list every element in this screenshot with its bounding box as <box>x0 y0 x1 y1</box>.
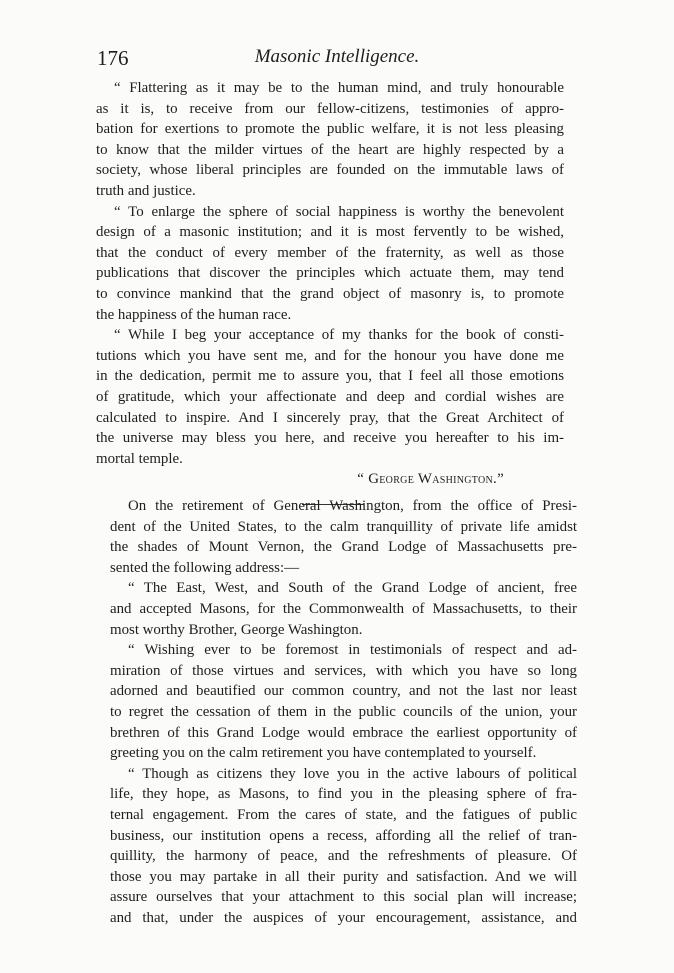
text-line: truth and justice. <box>96 182 196 199</box>
text-line: as it is, to receive from our fellow-citizens, testimonies of appro- <box>96 100 564 117</box>
letter-text <box>96 78 564 524</box>
address-text <box>110 496 577 928</box>
text-line: business, our institution opens a recess, affording all the relief of tran- <box>110 827 577 844</box>
text-line: publications that discover the principles which actuate them, may tend <box>96 265 564 282</box>
text-line: greeting you on the calm retirement you have contemplated to yourself. <box>110 745 537 762</box>
text-line: “ To enlarge the sphere of social happiness is worthy the benevolent <box>114 203 564 220</box>
text-line: that the conduct of every member of the fraternity, as well as those <box>96 244 564 261</box>
text-line: bation for exertions to promote the public welfare, it is not less pleasing <box>96 121 564 138</box>
text-line: mortal temple. <box>96 450 183 467</box>
text-line: society, whose liberal principles are founded on the immutable laws of <box>96 162 564 179</box>
text-line: sented the following address:— <box>110 559 299 576</box>
text-line: the shades of Mount Vernon, the Grand Lodge of Massachusetts pre- <box>110 539 577 556</box>
text-line: ternal engagement. From the cares of state, and the fatigues of public <box>110 806 577 823</box>
text-line: adorned and beautified our common country, and not the last nor least <box>110 683 577 700</box>
text-line: calculated to inspire. And I sincerely pray, that the Great Architect of <box>96 409 564 426</box>
text-line: to know that the milder virtues of the heart are highly respected by a <box>96 141 564 158</box>
text-line: to regret the cessation of them in the public councils of the union, your <box>110 703 577 720</box>
text-line: tutions which you have sent me, and for the honour you have done me <box>96 347 564 364</box>
text-line: design of a masonic institution; and it is most fervently to be wished, <box>96 224 564 241</box>
signature: “ George Washington.” <box>357 471 504 488</box>
text-line: and that, under the auspices of your encouragement, assistance, and <box>110 909 577 926</box>
page-number: 176 <box>97 46 129 70</box>
text-line: and accepted Masons, for the Commonwealth of Massachusetts, to their <box>110 600 577 617</box>
text-line: “ While I beg your acceptance of my thanks for the book of consti- <box>114 327 564 344</box>
text-line: life, they hope, as Masons, to find you in the pleasing sphere of fra- <box>110 786 577 803</box>
text-line: in the dedication, permit me to assure you, that I feel all those emotions <box>96 368 564 385</box>
text-line: “ Though as citizens they love you in the active labours of political <box>128 765 577 782</box>
text-line: assure ourselves that your attachment to this social plan will increase; <box>110 889 577 906</box>
text-line: of gratitude, which your affectionate and deep and cordial wishes are <box>96 388 564 405</box>
text-line: On the retirement of General Washington, from the office of Presi- <box>128 498 577 514</box>
text-line: “ The East, West, and South of the Grand Lodge of ancient, free <box>128 580 577 597</box>
text-line: the happiness of the human race. <box>96 306 292 323</box>
text-line: “ Flattering as it may be to the human mind, and truly honourable <box>114 80 564 96</box>
text-line: miration of those virtues and services, with which you have so long <box>110 662 577 679</box>
text-line: the universe may bless you here, and receive you hereafter to his im- <box>96 430 564 447</box>
text-line: most worthy Brother, George Washington. <box>110 621 363 638</box>
text-line: quillity, the harmony of peace, and the refreshments of pleasure. Of <box>110 848 577 865</box>
running-head: Masonic Intelligence. <box>254 46 420 67</box>
page-header <box>97 46 577 72</box>
text-line: “ Wishing ever to be foremost in testimonials of respect and ad- <box>128 642 577 659</box>
text-line: those you may partake in all their purity and satisfaction. And we will <box>110 868 577 885</box>
text-line: to convince mankind that the grand object of masonry is, to promote <box>96 285 564 302</box>
text-line: dent of the United States, to the calm tranquillity of private life amidst <box>110 518 577 535</box>
text-line: brethren of this Grand Lodge would embrace the earliest opportunity of <box>110 724 577 741</box>
